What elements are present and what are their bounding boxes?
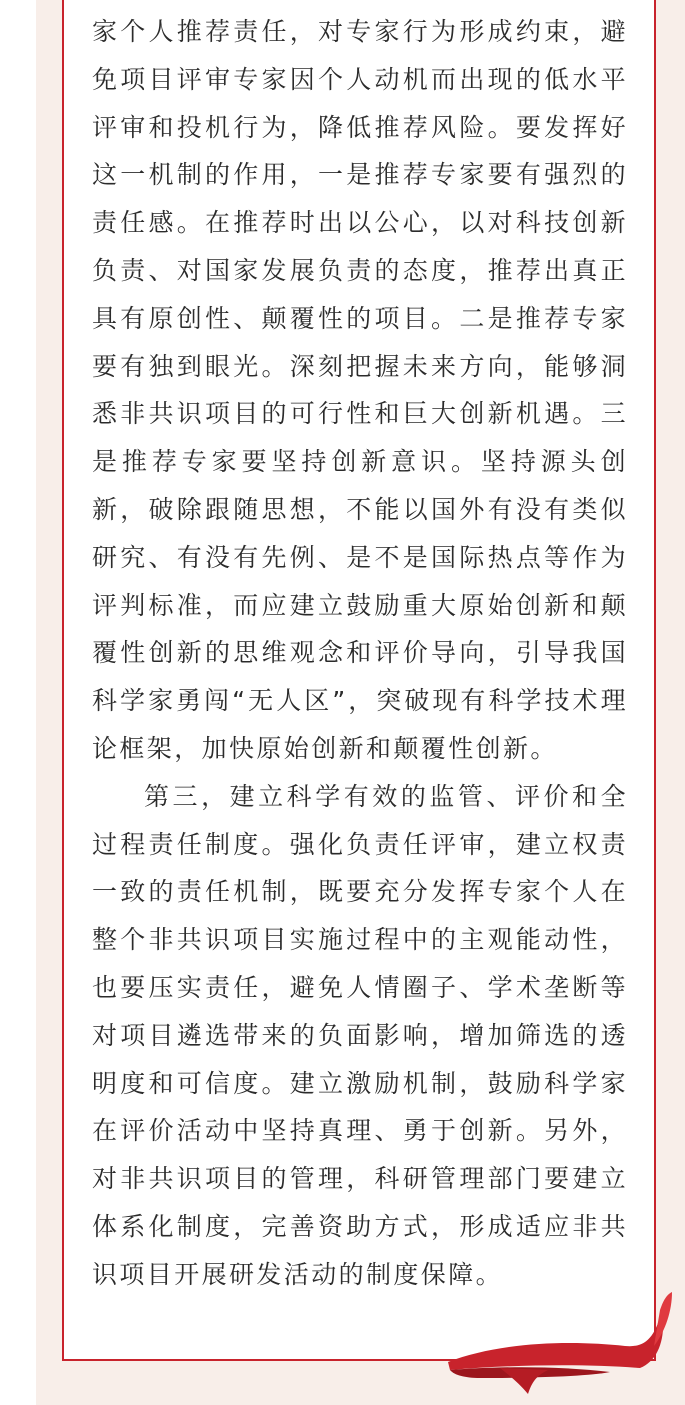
red-ribbon-icon: [440, 1290, 685, 1400]
article-body: [92, 8, 628, 1299]
paragraph-third-point: 第三，建立科学有效的监管、评价和全过程责任制度。强化负责任评审，建立权责一致的责任机制，既要充分发挥专家个人在整个非共识项目实施过程中的主观能动性，也要压实责任，避免人情圈子、学术垄断等对项目遴选带来的负面影响，增加筛选的透明度和可信度。建立激励机制，鼓励科学家在评价活动中坚持真理、勇于创新。另外，对非共识项目的管理，科研管理部门要建立体系化制度，完善资助方式，形成适应非共识项目开展研发活动的制度保障。: [92, 781, 628, 1289]
paragraph-continuation: 家个人推荐责任，对专家行为形成约束，避免项目评审专家因个人动机而出现的低水平评审和投机行为，降低推荐风险。要发挥好这一机制的作用，一是推荐专家要有强烈的责任感。在推荐时出以公心，以对科技创新负责、对国家发展负责的态度，推荐出真正具有原创性、颠覆性的项目。二是推荐专家要有独到眼光。深刻把握未来方向，能够洞悉非共识项目的可行性和巨大创新机遇。三是推荐专家要坚持创新意识。坚持源头创新，破除跟随思想，不能以国外有没有类似研究、有没有先例、是不是国际热点等作为评判标准，而应建立鼓励重大原始创新和颠覆性创新的思维观念和评价导向，引导我国科学家勇闯“无人区”，突破现有科学技术理论框架，加快原始创新和颠覆性创新。: [92, 17, 628, 763]
